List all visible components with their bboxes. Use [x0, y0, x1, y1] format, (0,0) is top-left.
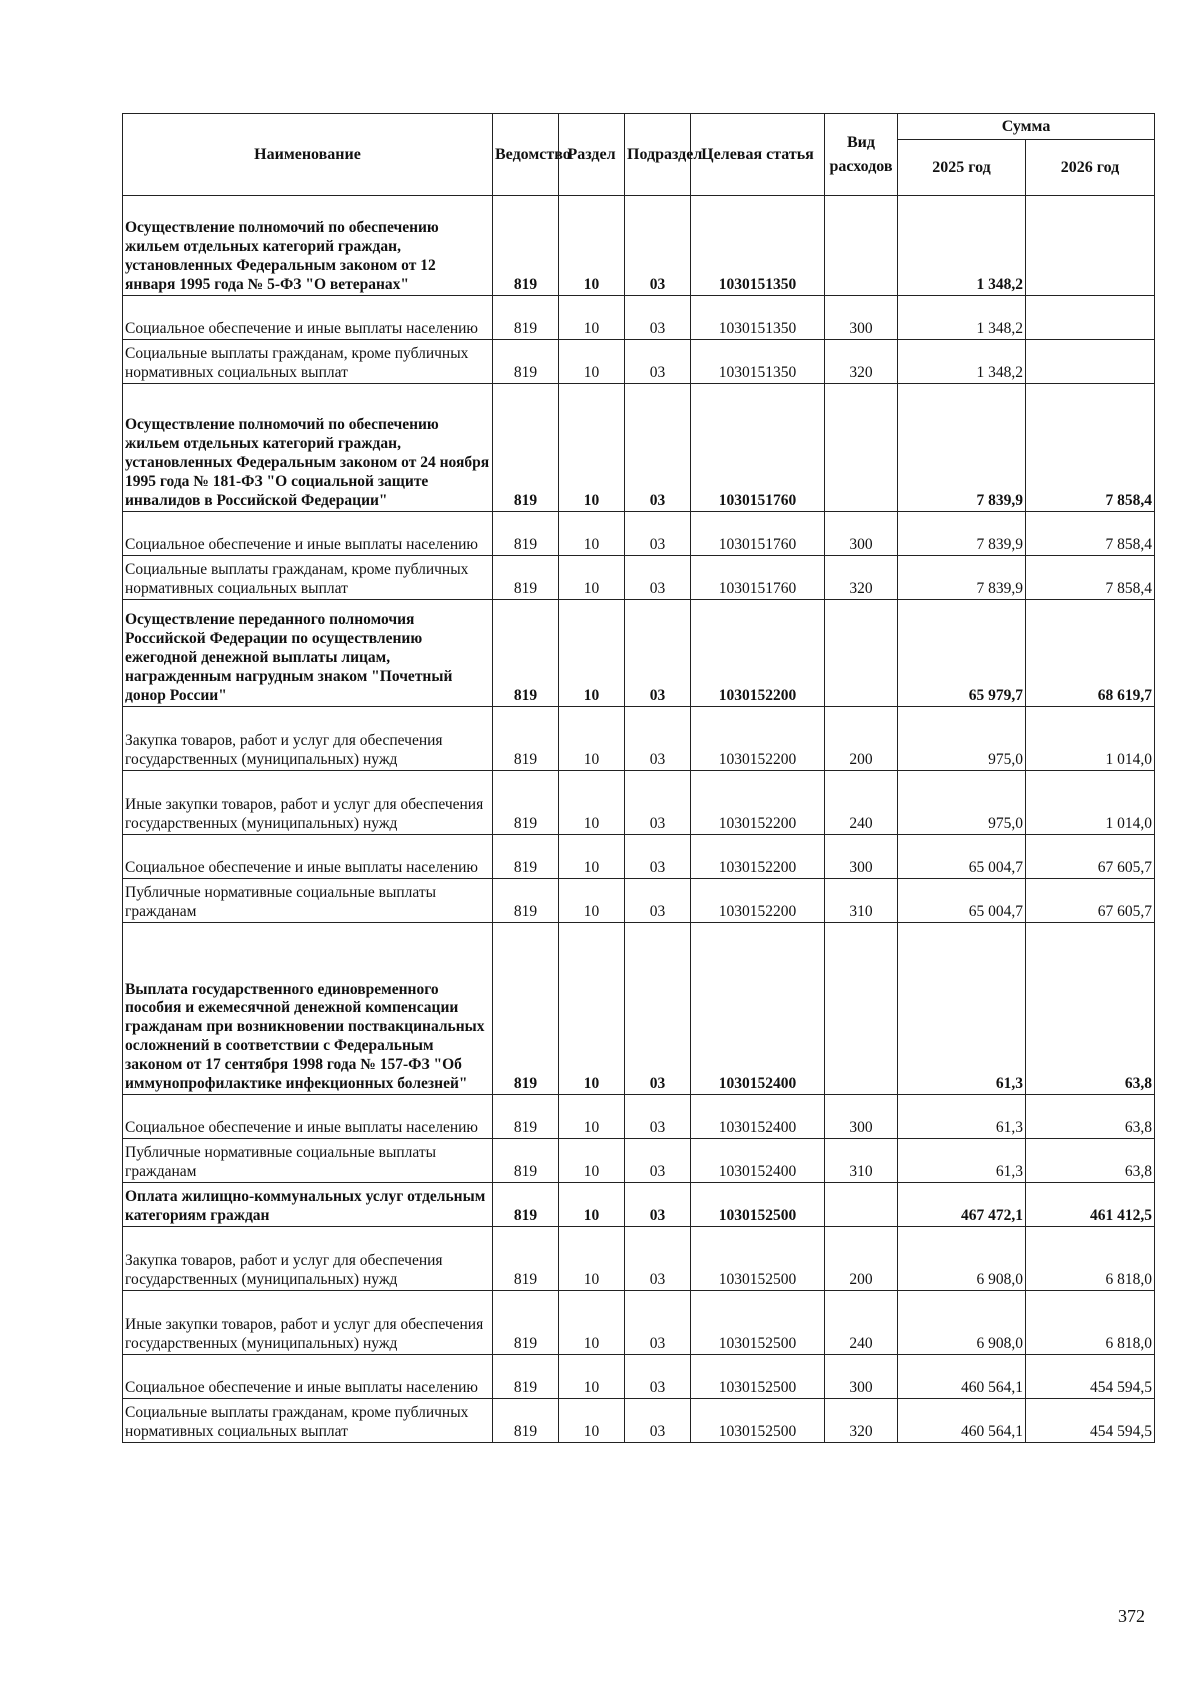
table-row [123, 512, 1155, 556]
header-year-2025: 2025 год [898, 140, 1026, 196]
cell-sum-2026: 461 412,5 [1026, 1183, 1155, 1227]
cell-sum-2025: 7 839,9 [898, 556, 1026, 600]
budget-table [122, 113, 1155, 1443]
header-podrazdel: Подраздел [625, 114, 691, 196]
cell-vedomstvo: 819 [493, 879, 559, 923]
table-row [123, 384, 1155, 512]
cell-celevaya-statya: 1030152500 [691, 1183, 825, 1227]
table-row [123, 556, 1155, 600]
table-row [123, 707, 1155, 771]
cell-podrazdel: 03 [625, 1139, 691, 1183]
cell-sum-2025: 61,3 [898, 923, 1026, 1095]
cell-vedomstvo: 819 [493, 600, 559, 707]
cell-sum-2025: 460 564,1 [898, 1355, 1026, 1399]
cell-sum-2026: 63,8 [1026, 923, 1155, 1095]
header-year-2026: 2026 год [1026, 140, 1155, 196]
table-row [123, 340, 1155, 384]
cell-podrazdel: 03 [625, 879, 691, 923]
cell-razdel: 10 [559, 512, 625, 556]
cell-celevaya-statya: 1030152400 [691, 1139, 825, 1183]
cell-name: Социальные выплаты гражданам, кроме публичных нормативных социальных выплат [123, 340, 493, 384]
cell-podrazdel: 03 [625, 835, 691, 879]
cell-podrazdel: 03 [625, 600, 691, 707]
cell-vedomstvo: 819 [493, 923, 559, 1095]
table-row [123, 1227, 1155, 1291]
cell-vid-raskhodov: 240 [825, 1291, 898, 1355]
cell-name: Публичные нормативные социальные выплаты гражданам [123, 1139, 493, 1183]
cell-celevaya-statya: 1030151350 [691, 196, 825, 296]
cell-sum-2026: 454 594,5 [1026, 1355, 1155, 1399]
cell-vedomstvo: 819 [493, 1291, 559, 1355]
cell-celevaya-statya: 1030151760 [691, 512, 825, 556]
cell-sum-2026: 1 014,0 [1026, 771, 1155, 835]
cell-name: Закупка товаров, работ и услуг для обеспечения государственных (муниципальных) нужд [123, 1227, 493, 1291]
cell-podrazdel: 03 [625, 296, 691, 340]
cell-name: Выплата государственного единовременного пособия и ежемесячной денежной компенсации гражданам при возникновении поствакцинальных осложнений в соответствии с Федеральным законом от 17 сентября 1998 года № 157-ФЗ "Об иммунопрофилактике инфекционных болезней" [123, 923, 493, 1095]
cell-vedomstvo: 819 [493, 1139, 559, 1183]
header-celevaya-statya: Целевая статья [691, 114, 825, 196]
cell-sum-2026: 68 619,7 [1026, 600, 1155, 707]
cell-podrazdel: 03 [625, 1227, 691, 1291]
cell-razdel: 10 [559, 707, 625, 771]
cell-celevaya-statya: 1030152400 [691, 923, 825, 1095]
cell-razdel: 10 [559, 556, 625, 600]
cell-name: Осуществление полномочий по обеспечению жильем отдельных категорий граждан, установленных Федеральным законом от 24 ноября 1995 года № 181-ФЗ "О социальной защите инвалидов в Российской Федерации" [123, 384, 493, 512]
cell-name: Публичные нормативные социальные выплаты гражданам [123, 879, 493, 923]
cell-sum-2026: 63,8 [1026, 1095, 1155, 1139]
cell-vid-raskhodov: 320 [825, 340, 898, 384]
cell-vedomstvo: 819 [493, 340, 559, 384]
cell-razdel: 10 [559, 1183, 625, 1227]
cell-razdel: 10 [559, 835, 625, 879]
cell-podrazdel: 03 [625, 707, 691, 771]
cell-razdel: 10 [559, 600, 625, 707]
cell-razdel: 10 [559, 296, 625, 340]
cell-vid-raskhodov: 300 [825, 512, 898, 556]
table-row [123, 923, 1155, 1095]
cell-sum-2026 [1026, 196, 1155, 296]
cell-podrazdel: 03 [625, 923, 691, 1095]
cell-name: Иные закупки товаров, работ и услуг для обеспечения государственных (муниципальных) нужд [123, 771, 493, 835]
cell-celevaya-statya: 1030152500 [691, 1227, 825, 1291]
cell-sum-2025: 7 839,9 [898, 384, 1026, 512]
cell-vedomstvo: 819 [493, 1095, 559, 1139]
cell-podrazdel: 03 [625, 1095, 691, 1139]
cell-sum-2025: 1 348,2 [898, 196, 1026, 296]
cell-sum-2025: 975,0 [898, 707, 1026, 771]
cell-razdel: 10 [559, 340, 625, 384]
cell-razdel: 10 [559, 1139, 625, 1183]
cell-vedomstvo: 819 [493, 707, 559, 771]
cell-sum-2026: 7 858,4 [1026, 556, 1155, 600]
cell-podrazdel: 03 [625, 1291, 691, 1355]
header-vedomstvo: Ведомство [493, 114, 559, 196]
cell-vid-raskhodov [825, 196, 898, 296]
cell-sum-2026 [1026, 296, 1155, 340]
cell-sum-2025: 61,3 [898, 1095, 1026, 1139]
cell-razdel: 10 [559, 1095, 625, 1139]
cell-vid-raskhodov: 300 [825, 296, 898, 340]
cell-vid-raskhodov: 200 [825, 1227, 898, 1291]
cell-sum-2025: 7 839,9 [898, 512, 1026, 556]
cell-celevaya-statya: 1030152500 [691, 1291, 825, 1355]
cell-vedomstvo: 819 [493, 296, 559, 340]
header-name: Наименование [123, 114, 493, 196]
cell-podrazdel: 03 [625, 512, 691, 556]
table-row [123, 879, 1155, 923]
cell-sum-2026: 1 014,0 [1026, 707, 1155, 771]
table-row [123, 296, 1155, 340]
cell-sum-2025: 1 348,2 [898, 340, 1026, 384]
table-row [123, 835, 1155, 879]
header-vid-raskhodov: Вид расходов [825, 114, 898, 196]
table-row [123, 1355, 1155, 1399]
cell-celevaya-statya: 1030152400 [691, 1095, 825, 1139]
header-razdel: Раздел [559, 114, 625, 196]
cell-vid-raskhodov: 300 [825, 1095, 898, 1139]
cell-name: Социальные выплаты гражданам, кроме публичных нормативных социальных выплат [123, 556, 493, 600]
cell-vid-raskhodov: 310 [825, 1139, 898, 1183]
cell-celevaya-statya: 1030152500 [691, 1399, 825, 1443]
cell-sum-2026: 6 818,0 [1026, 1291, 1155, 1355]
cell-vid-raskhodov [825, 600, 898, 707]
cell-name: Социальное обеспечение и иные выплаты населению [123, 835, 493, 879]
cell-name: Социальное обеспечение и иные выплаты населению [123, 296, 493, 340]
cell-podrazdel: 03 [625, 1399, 691, 1443]
cell-podrazdel: 03 [625, 196, 691, 296]
cell-celevaya-statya: 1030151760 [691, 384, 825, 512]
cell-sum-2026: 67 605,7 [1026, 879, 1155, 923]
cell-name: Закупка товаров, работ и услуг для обеспечения государственных (муниципальных) нужд [123, 707, 493, 771]
cell-vedomstvo: 819 [493, 1227, 559, 1291]
cell-name: Социальные выплаты гражданам, кроме публичных нормативных социальных выплат [123, 1399, 493, 1443]
cell-vedomstvo: 819 [493, 1183, 559, 1227]
cell-sum-2026: 63,8 [1026, 1139, 1155, 1183]
cell-vedomstvo: 819 [493, 196, 559, 296]
cell-name: Социальное обеспечение и иные выплаты населению [123, 512, 493, 556]
cell-razdel: 10 [559, 923, 625, 1095]
cell-vid-raskhodov: 310 [825, 879, 898, 923]
cell-razdel: 10 [559, 384, 625, 512]
cell-vedomstvo: 819 [493, 1399, 559, 1443]
cell-podrazdel: 03 [625, 340, 691, 384]
cell-sum-2026: 67 605,7 [1026, 835, 1155, 879]
table-row [123, 600, 1155, 707]
cell-vedomstvo: 819 [493, 771, 559, 835]
cell-vid-raskhodov [825, 923, 898, 1095]
cell-razdel: 10 [559, 879, 625, 923]
cell-vid-raskhodov: 320 [825, 556, 898, 600]
cell-sum-2026: 6 818,0 [1026, 1227, 1155, 1291]
cell-name: Осуществление переданного полномочия Российской Федерации по осуществлению ежегодной денежной выплаты лицам, награжденным нагрудным знаком "Почетный донор России" [123, 600, 493, 707]
cell-celevaya-statya: 1030151760 [691, 556, 825, 600]
cell-razdel: 10 [559, 1291, 625, 1355]
cell-sum-2025: 975,0 [898, 771, 1026, 835]
table-row [123, 1399, 1155, 1443]
cell-vid-raskhodov: 300 [825, 835, 898, 879]
cell-name: Осуществление полномочий по обеспечению жильем отдельных категорий граждан, установленных Федеральным законом от 12 января 1995 года № 5-ФЗ "О ветеранах" [123, 196, 493, 296]
table-body [123, 196, 1155, 1443]
cell-podrazdel: 03 [625, 556, 691, 600]
cell-sum-2026: 7 858,4 [1026, 512, 1155, 556]
cell-sum-2026 [1026, 340, 1155, 384]
cell-podrazdel: 03 [625, 1355, 691, 1399]
table-row [123, 1291, 1155, 1355]
cell-vedomstvo: 819 [493, 556, 559, 600]
cell-celevaya-statya: 1030152500 [691, 1355, 825, 1399]
table-row [123, 1139, 1155, 1183]
cell-celevaya-statya: 1030151350 [691, 340, 825, 384]
cell-sum-2026: 7 858,4 [1026, 384, 1155, 512]
cell-podrazdel: 03 [625, 771, 691, 835]
page-number: 372 [1118, 1606, 1145, 1626]
cell-celevaya-statya: 1030152200 [691, 707, 825, 771]
cell-vedomstvo: 819 [493, 512, 559, 556]
cell-sum-2025: 467 472,1 [898, 1183, 1026, 1227]
cell-sum-2025: 65 004,7 [898, 879, 1026, 923]
cell-sum-2025: 460 564,1 [898, 1399, 1026, 1443]
cell-podrazdel: 03 [625, 1183, 691, 1227]
cell-podrazdel: 03 [625, 384, 691, 512]
cell-vedomstvo: 819 [493, 835, 559, 879]
cell-celevaya-statya: 1030152200 [691, 771, 825, 835]
cell-name: Социальное обеспечение и иные выплаты населению [123, 1355, 493, 1399]
cell-sum-2025: 6 908,0 [898, 1227, 1026, 1291]
cell-name: Оплата жилищно-коммунальных услуг отдельным категориям граждан [123, 1183, 493, 1227]
cell-celevaya-statya: 1030152200 [691, 879, 825, 923]
cell-name: Социальное обеспечение и иные выплаты населению [123, 1095, 493, 1139]
cell-vid-raskhodov [825, 1183, 898, 1227]
cell-sum-2025: 65 004,7 [898, 835, 1026, 879]
cell-vid-raskhodov: 200 [825, 707, 898, 771]
cell-vid-raskhodov: 320 [825, 1399, 898, 1443]
cell-celevaya-statya: 1030152200 [691, 600, 825, 707]
cell-vid-raskhodov [825, 384, 898, 512]
header-summa: Сумма [898, 114, 1155, 140]
cell-celevaya-statya: 1030151350 [691, 296, 825, 340]
cell-razdel: 10 [559, 1399, 625, 1443]
cell-sum-2025: 65 979,7 [898, 600, 1026, 707]
cell-sum-2025: 1 348,2 [898, 296, 1026, 340]
cell-sum-2026: 454 594,5 [1026, 1399, 1155, 1443]
cell-vedomstvo: 819 [493, 384, 559, 512]
cell-sum-2025: 6 908,0 [898, 1291, 1026, 1355]
cell-razdel: 10 [559, 196, 625, 296]
cell-sum-2025: 61,3 [898, 1139, 1026, 1183]
cell-name: Иные закупки товаров, работ и услуг для обеспечения государственных (муниципальных) нужд [123, 1291, 493, 1355]
table-row [123, 196, 1155, 296]
table-row [123, 1183, 1155, 1227]
cell-razdel: 10 [559, 1227, 625, 1291]
table-row [123, 1095, 1155, 1139]
cell-razdel: 10 [559, 771, 625, 835]
cell-vid-raskhodov: 240 [825, 771, 898, 835]
cell-celevaya-statya: 1030152200 [691, 835, 825, 879]
cell-vid-raskhodov: 300 [825, 1355, 898, 1399]
table-row [123, 771, 1155, 835]
cell-razdel: 10 [559, 1355, 625, 1399]
table-header [123, 114, 1155, 196]
cell-vedomstvo: 819 [493, 1355, 559, 1399]
